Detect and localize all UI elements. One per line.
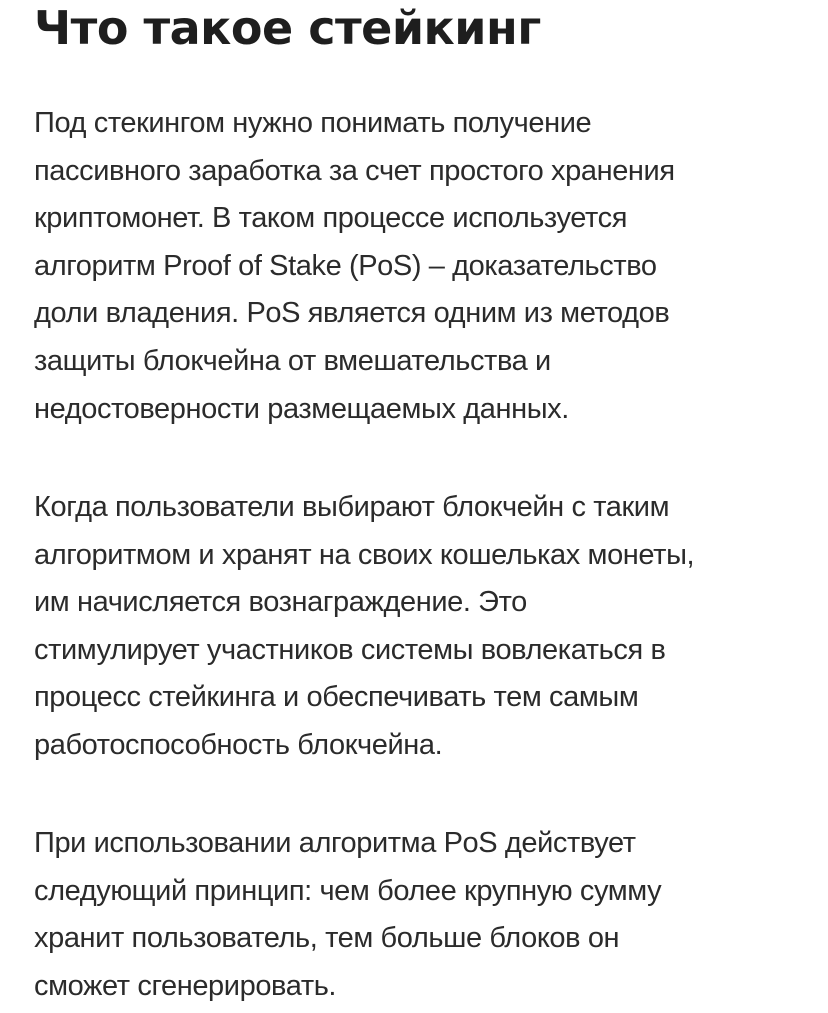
paragraph-3	[34, 820, 814, 1010]
paragraph-line: сможет сгенерировать.	[34, 969, 337, 1002]
paragraph-line: защиты блокчейна от вмешательства и	[34, 344, 551, 377]
paragraph-line: криптомонет. В таком процессе используется	[34, 202, 628, 235]
article	[34, 0, 814, 1002]
paragraph-line: Под стекингом нужно понимать получение	[34, 107, 592, 139]
paragraph-line: процесс стейкинга и обеспечивать тем самым	[34, 681, 639, 714]
paragraph-line: работоспособность блокчейна.	[34, 728, 443, 761]
paragraph-line: Когда пользователи выбирают блокчейн с таким	[34, 491, 670, 523]
paragraph-2	[34, 484, 814, 770]
paragraph-line: При использовании алгоритма PoS действует	[34, 827, 636, 859]
paragraph-line: доли владения. PoS является одним из методов	[34, 297, 670, 330]
paragraph-line: хранит пользователь, тем больше блоков он	[34, 922, 620, 955]
paragraph-line: недостоверности размещаемых данных.	[34, 392, 569, 425]
paragraph-line: стимулирует участников системы вовлекаться в	[34, 633, 666, 666]
paragraph-line: следующий принцип: чем более крупную сумму	[34, 874, 662, 907]
paragraph-line: им начисляется вознаграждение. Это	[34, 586, 527, 619]
paragraph-line: алгоритмом и хранят на своих кошельках монеты,	[34, 538, 695, 571]
paragraph-1	[34, 100, 814, 433]
article-title: Что такое стейкинг	[34, 1, 541, 55]
paragraph-line: алгоритм Proof of Stake (PoS) – доказательство	[34, 249, 657, 282]
paragraph-line: пассивного заработка за счет простого хранения	[34, 154, 675, 187]
